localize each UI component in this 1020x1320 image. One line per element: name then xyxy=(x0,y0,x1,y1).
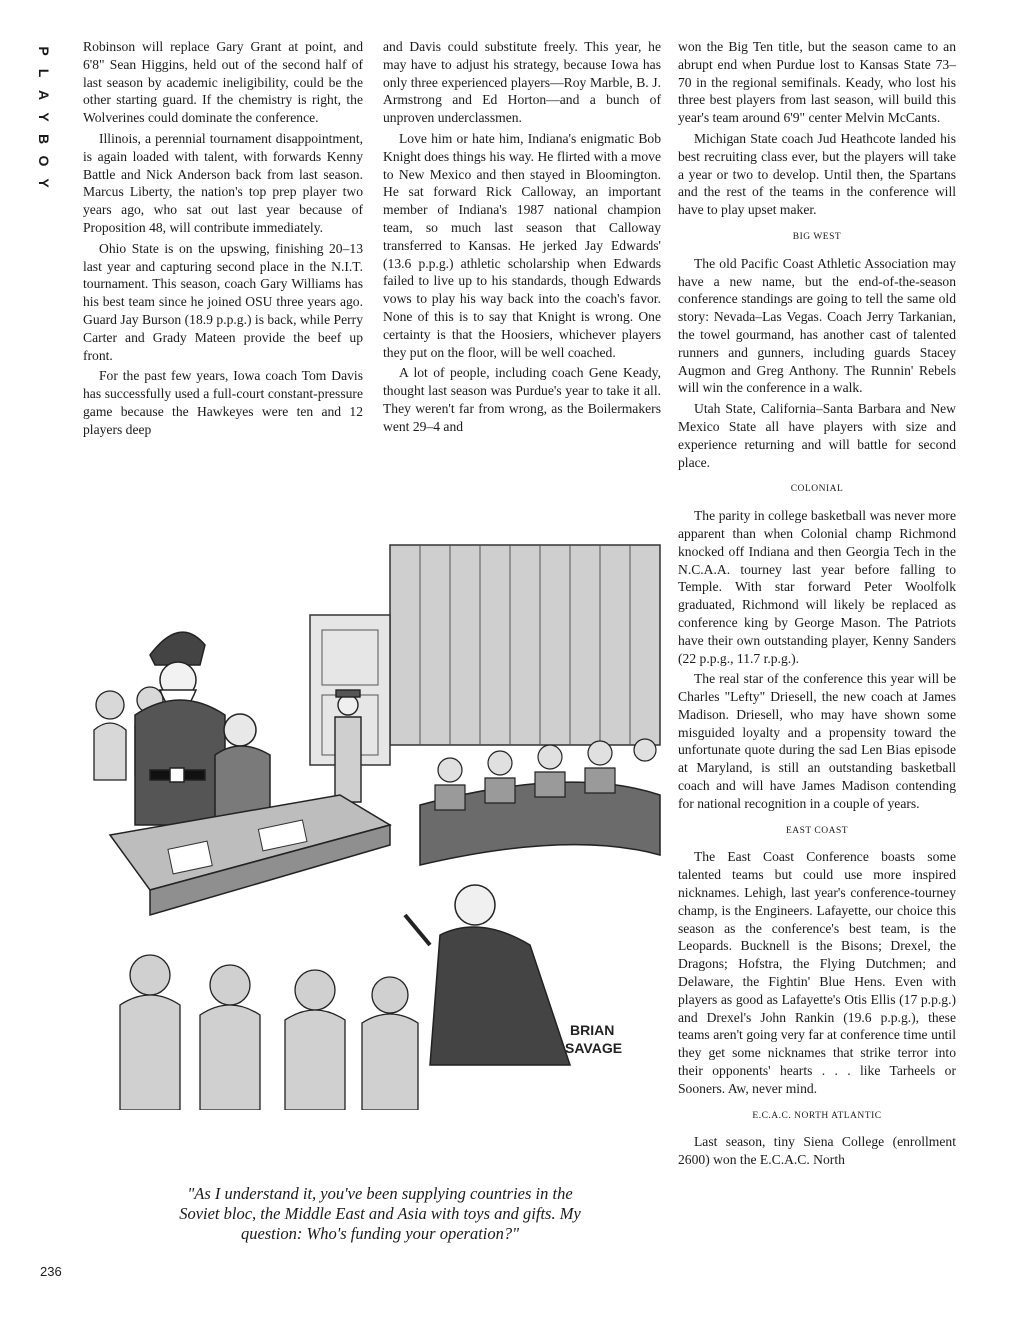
paragraph: For the past few years, Iowa coach Tom Davis has successfully used a full-court constant-pressure game because the Hawkeyes were ten and 12 players deep xyxy=(83,368,363,437)
paragraph: The real star of the conference this year will be Charles "Lefty" Driesell, the new coach at James Madison. Driesell, who may have shown some misguided loyalty and a propensity toward the unfortunate quote during the sad Len Bias episode at Maryland, is still an outstanding basketball coach and will have James Madison contending for national recognition in a couple of years. xyxy=(678,671,956,811)
paragraph: The old Pacific Coast Athletic Association may have a new name, but the end-of-the-season conference standings are going to tell the same old story: Nevada–Las Vegas. Coach Jerry Tarkanian, the towel gourmand, has another cast of talented runners and gunners, including guards Stacey Augmon and Greg Anthony. The Runnin' Rebels will win the conference in a walk. xyxy=(678,255,956,396)
paragraph: Ohio State is on the upswing, finishing 20–13 last year and capturing second place in the N.I.T. tournament. This season, coach Gary Williams has his best team since he joined OSU three years ago. Guard Jay Burson (18.9 p.p.g.) is back, while Perry Carter and Grady Mateen provide the beef up front. xyxy=(83,240,363,363)
paragraph: Michigan State coach Jud Heathcote landed his best recruiting class ever, but the players will take a year or two to develop. Until then, the Spartans and the rest of the teams in the conference will have to play upset maker. xyxy=(678,130,956,218)
article-column-1 xyxy=(83,38,363,442)
paragraph: Robinson will replace Gary Grant at point, and 6'8" Sean Higgins, held out of the second half of last season by academic ineligibility, could be the other starting guard. If the chemistry is right, the Wolverines could dominate the conference. xyxy=(83,39,363,126)
logo-letter: P xyxy=(36,46,52,56)
magazine-logo xyxy=(30,40,58,194)
paragraph: won the Big Ten title, but the season came to an abrupt end when Purdue lost to Kansas State 73–70 in the regional semifinals. Keady, who lost his three best players from last season, will build this year's team around 6'9" center Melvin McCants. xyxy=(678,39,956,126)
paragraph: The East Coast Conference boasts some talented teams but could use more inspired nicknames. Lehigh, last year's conference-tourney champ, is the Engineers. Lafayette, our choice this season as the conference's best team, is the Leopards. Bucknell is the Bisons; Drexel, the Dragons; Hofstra, the Flying Dutchmen; and Delaware, the Fightin' Blue Hens. Even with players as good as Lafayette's Otis Ellis (17 p.p.g.) and Drexel's John Rankin (19.6 p.p.g.), these teams aren't going very far at conference time until they get some nicknames that strike terror into their opponents' hearts . . . like Tarheels or Sooners. Aw, never mind. xyxy=(678,849,956,1096)
page-number: 236 xyxy=(40,1264,62,1279)
logo-letter: Y xyxy=(36,178,52,188)
article-column-2 xyxy=(383,38,661,439)
signature-line-2: SAVAGE xyxy=(565,1040,623,1056)
paragraph: The parity in college basketball was never more apparent than when Colonial champ Richmond knocked off Indiana and then Georgia Tech in the N.C.A.A. tourney last year before falling to Temple. With star forward Peter Woolfolk graduated, Richmond will likely be replaced as conference king by George Mason. The Patriots have their own outstanding player, Kenny Sanders (22 p.p.g., 11.7 r.p.g.). xyxy=(678,508,956,666)
logo-letter: L xyxy=(36,68,52,78)
paragraph: Utah State, California–Santa Barbara and New Mexico State all have players with size and experience returning and will battle for second place. xyxy=(678,401,956,470)
cartoon-caption: "As I understand it, you've been supplying countries in the Soviet bloc, the Middle East and Asia with toys and gifts. My question: Who's funding your operation?" xyxy=(179,1184,581,1243)
logo-letter: A xyxy=(36,89,52,101)
logo-letter: Y xyxy=(36,112,52,122)
section-heading: EAST COAST xyxy=(785,825,849,836)
paragraph: A lot of people, including coach Gene Keady, thought last season was Purdue's year to take it all. They weren't far from wrong, as the Boilermakers went 29–4 and xyxy=(383,365,661,434)
section-heading: BIG WEST xyxy=(792,231,842,242)
article-column-3 xyxy=(678,38,956,1172)
section-heading: COLONIAL xyxy=(790,484,844,495)
logo-letter: O xyxy=(36,155,52,167)
section-heading: E.C.A.C. NORTH ATLANTIC xyxy=(752,1110,882,1121)
signature-line-1: BRIAN xyxy=(570,1022,615,1038)
paragraph: Love him or hate him, Indiana's enigmatic Bob Knight does things his way. He flirted with a move to New Mexico and then stayed in Bloomington. He sat forward Rick Calloway, an important member of Indiana's 1987 national champion team, so much last season that Calloway transferred to Kansas. He jerked Jay Edwards' (13.6 p.p.g.) athletic scholarship when Edwards failed to live up to his standards, though Edwards vows to play his way back into the coach's favor. None of this is to say that Knight is wrong. One certainty is that the Hoosiers, whichever players they put on the floor, will be well coached. xyxy=(383,130,661,360)
cartoon-illustration xyxy=(90,505,670,1110)
logo-letter: B xyxy=(36,133,52,145)
paragraph: Illinois, a perennial tournament disappointment, is again loaded with talent, with forwards Kenny Battle and Nick Anderson back from last season. Marcus Liberty, the nation's top prep player two years ago, who sat out last year because of Proposition 48, will contribute immediately. xyxy=(83,130,363,235)
artist-signature xyxy=(565,1022,622,1056)
paragraph: Last season, tiny Siena College (enrollment 2600) won the E.C.A.C. North xyxy=(678,1134,956,1168)
paragraph: and Davis could substitute freely. This year, he may have to adjust his strategy, because Iowa has only three experienced players—Roy Marble, B. J. Armstrong and Ed Horton—and a bunch of unproven underclassmen. xyxy=(383,39,661,126)
